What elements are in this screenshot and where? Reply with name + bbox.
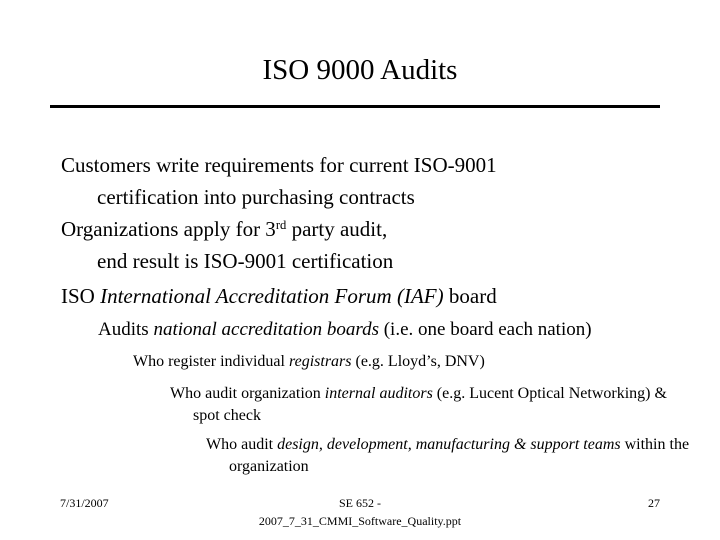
bullet-organizations-post: party audit, (286, 217, 388, 241)
bullet-organizations-line2: end result is ISO-9001 certification (97, 249, 394, 273)
footer-page-number: 27 (648, 496, 660, 510)
bullet-organizations-sup: rd (275, 218, 287, 233)
bullet-organizations-pre: Organizations apply for 3 (61, 217, 276, 241)
bullet-iaf (61, 280, 497, 312)
bullet-registrars-em: registrars (288, 353, 352, 370)
bullet-customers-line2: certification into purchasing contracts (97, 185, 415, 209)
bullet-customers (61, 149, 657, 213)
bullet-registrars (133, 351, 693, 373)
title-underline (50, 105, 660, 108)
bullet-internal-auditors-pre: Who audit organization (170, 385, 325, 402)
bullet-iaf-post: board (443, 284, 497, 308)
bullet-iaf-pre: ISO (61, 284, 101, 308)
bullet-national-boards (98, 317, 698, 343)
bullet-teams-post: within the organization (229, 436, 690, 475)
footer-course-line1: SE 652 - (339, 496, 381, 510)
footer-course (210, 494, 510, 530)
footer-course-line2: 2007_7_31_CMMI_Software_Quality.ppt (258, 514, 462, 528)
footer-date: 7/31/2007 (60, 496, 109, 510)
bullet-customers-line1: Customers write requirements for current ISO-9001 (61, 153, 497, 177)
bullet-national-boards-post: (i.e. one board each nation) (378, 319, 592, 340)
bullet-internal-auditors (170, 383, 693, 427)
bullet-registrars-post: (e.g. Lloyd’s, DNV) (351, 353, 485, 370)
bullet-iaf-em: International Accreditation Forum (IAF) (100, 284, 444, 308)
bullet-internal-auditors-post: (e.g. Lucent Optical Networking) & spot check (193, 385, 667, 424)
bullet-internal-auditors-em: internal auditors (324, 385, 433, 402)
bullet-national-boards-em: national accreditation boards (153, 319, 379, 340)
bullet-organizations (61, 213, 657, 277)
bullet-national-boards-pre: Audits (98, 319, 154, 340)
slide-title: ISO 9000 Audits (262, 54, 458, 86)
bullet-registrars-pre: Who register individual (133, 353, 289, 370)
bullet-teams-pre: Who audit (206, 436, 278, 453)
bullet-teams-em: design, development, manufacturing & support teams (277, 436, 621, 453)
bullet-teams (206, 434, 709, 478)
